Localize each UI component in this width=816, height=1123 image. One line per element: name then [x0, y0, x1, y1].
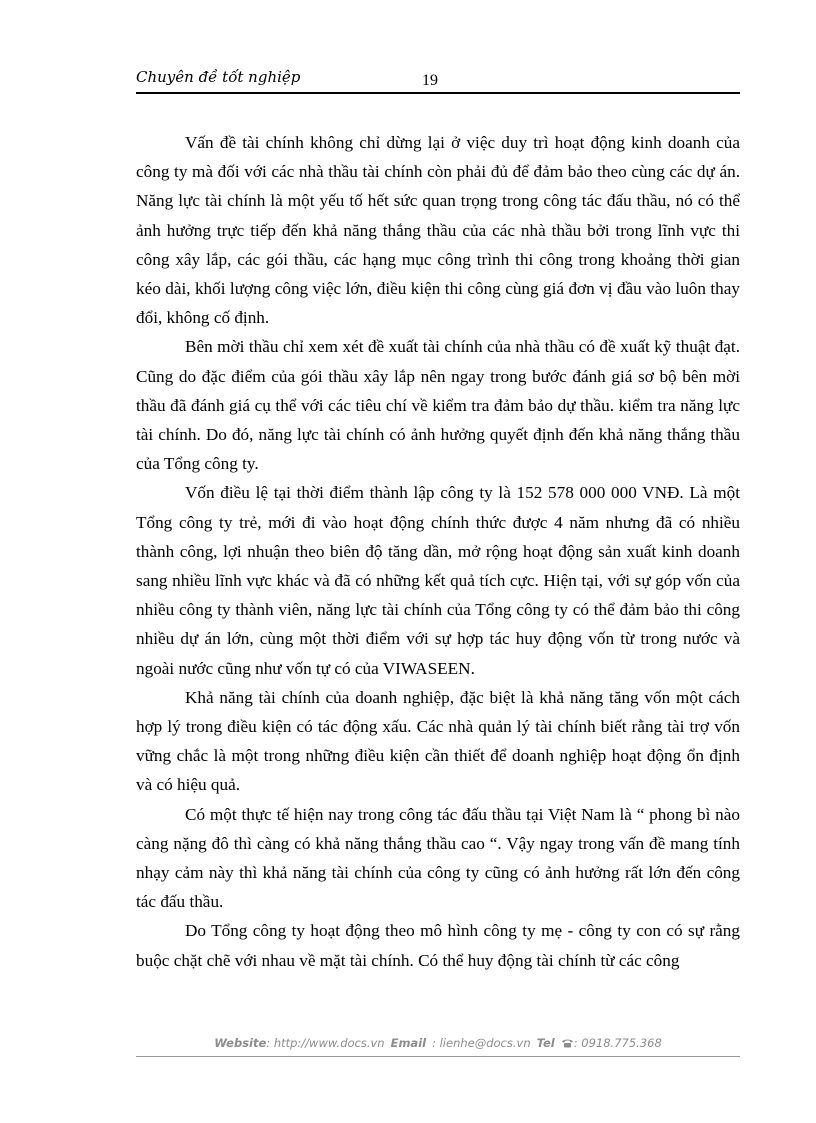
- paragraph: Có một thực tế hiện nay trong công tác đấu thầu tại Việt Nam là “ phong bì nào càng nặng đô thì càng có khả năng thắng thầu cao “. Vậy ngay trong vấn đề mang tính nhạy cảm này thì khả năng tài chính của công ty cũng có ảnh hưởng rất lớn đến công tác đấu thầu.: [136, 804, 740, 912]
- paragraph: Do Tổng công ty hoạt động theo mô hình công ty mẹ - công ty con có sự rằng buộc chặt chẽ với nhau về mặt tài chính. Có thể huy động tài chính từ các công: [136, 921, 740, 970]
- footer-website-value[interactable]: : http://www.docs.vn: [266, 1036, 385, 1050]
- page-number: 19: [422, 72, 438, 89]
- header-title: Chuyên đề tốt nghiệp: [136, 68, 301, 86]
- body-text: [136, 128, 740, 975]
- paragraph: Vấn đề tài chính không chỉ dừng lại ở việc duy trì hoạt động kinh doanh của công ty mà đối với các nhà thầu tài chính còn phải đủ để đảm bảo theo cùng các dự án. Năng lực tài chính là một yếu tố hết sức quan trọng trong công tác đấu thầu, nó có thể ảnh hưởng trực tiếp đến khả năng thắng thầu của các nhà thầu bởi trong lĩnh vực thi công xây lắp, các gói thầu, các hạng mục công trình thi công trong khoảng thời gian kéo dài, khối lượng công việc lớn, điều kiện thi công cùng giá đơn vị đầu vào luôn thay đổi, không cố định.: [136, 133, 740, 328]
- footer-tel-label: Tel: [536, 1036, 555, 1050]
- page-header: [136, 66, 740, 94]
- footer-website-label: Website: [214, 1036, 267, 1050]
- footer-email-label: Email: [390, 1036, 427, 1050]
- paragraph: Khả năng tài chính của doanh nghiệp, đặc biệt là khả năng tăng vốn một cách hợp lý trong điều kiện có tác động xấu. Các nhà quản lý tài chính biết rằng tài trợ vốn vững chắc là một trong những điều kiện cần thiết để doanh nghiệp hoạt động ổn định và có hiệu quả.: [136, 687, 740, 795]
- paragraph: Bên mời thầu chỉ xem xét đề xuất tài chính của nhà thầu có đề xuất kỹ thuật đạt. Cũng do đặc điểm của gói thầu xây lắp nên ngay trong bước đánh giá sơ bộ bên mời thầu đã đánh giá cụ thể với các tiêu chí về kiểm tra đảm bảo dự thầu. kiểm tra năng lực tài chính. Do đó, năng lực tài chính có ảnh hưởng quyết định đến khả năng thắng thầu của Tổng công ty.: [136, 337, 740, 474]
- telephone-icon: [561, 1038, 574, 1048]
- page-footer: [136, 1036, 740, 1057]
- paragraph: Vốn điều lệ tại thời điểm thành lập công ty là 152 578 000 000 VNĐ. Là một Tổng công ty trẻ, mới đi vào hoạt động chính thức được 4 năm nhưng đã có nhiều thành công, lợi nhuận theo biên độ tăng dần, mở rộng hoạt động sản xuất kinh doanh sang nhiều lĩnh vực khác và đã có những kết quả tích cực. Hiện tại, với sự góp vốn của nhiều công ty thành viên, năng lực tài chính của Tổng công ty có thể đảm bảo thi công nhiều dự án lớn, cùng một thời điểm với sự hợp tác huy động vốn từ trong nước và ngoài nước cũng như vốn tự có của VIWASEEN.: [136, 483, 740, 678]
- footer-email-value[interactable]: : lienhe@docs.vn: [432, 1036, 531, 1050]
- footer-tel-value: : 0918.775.368: [573, 1036, 662, 1050]
